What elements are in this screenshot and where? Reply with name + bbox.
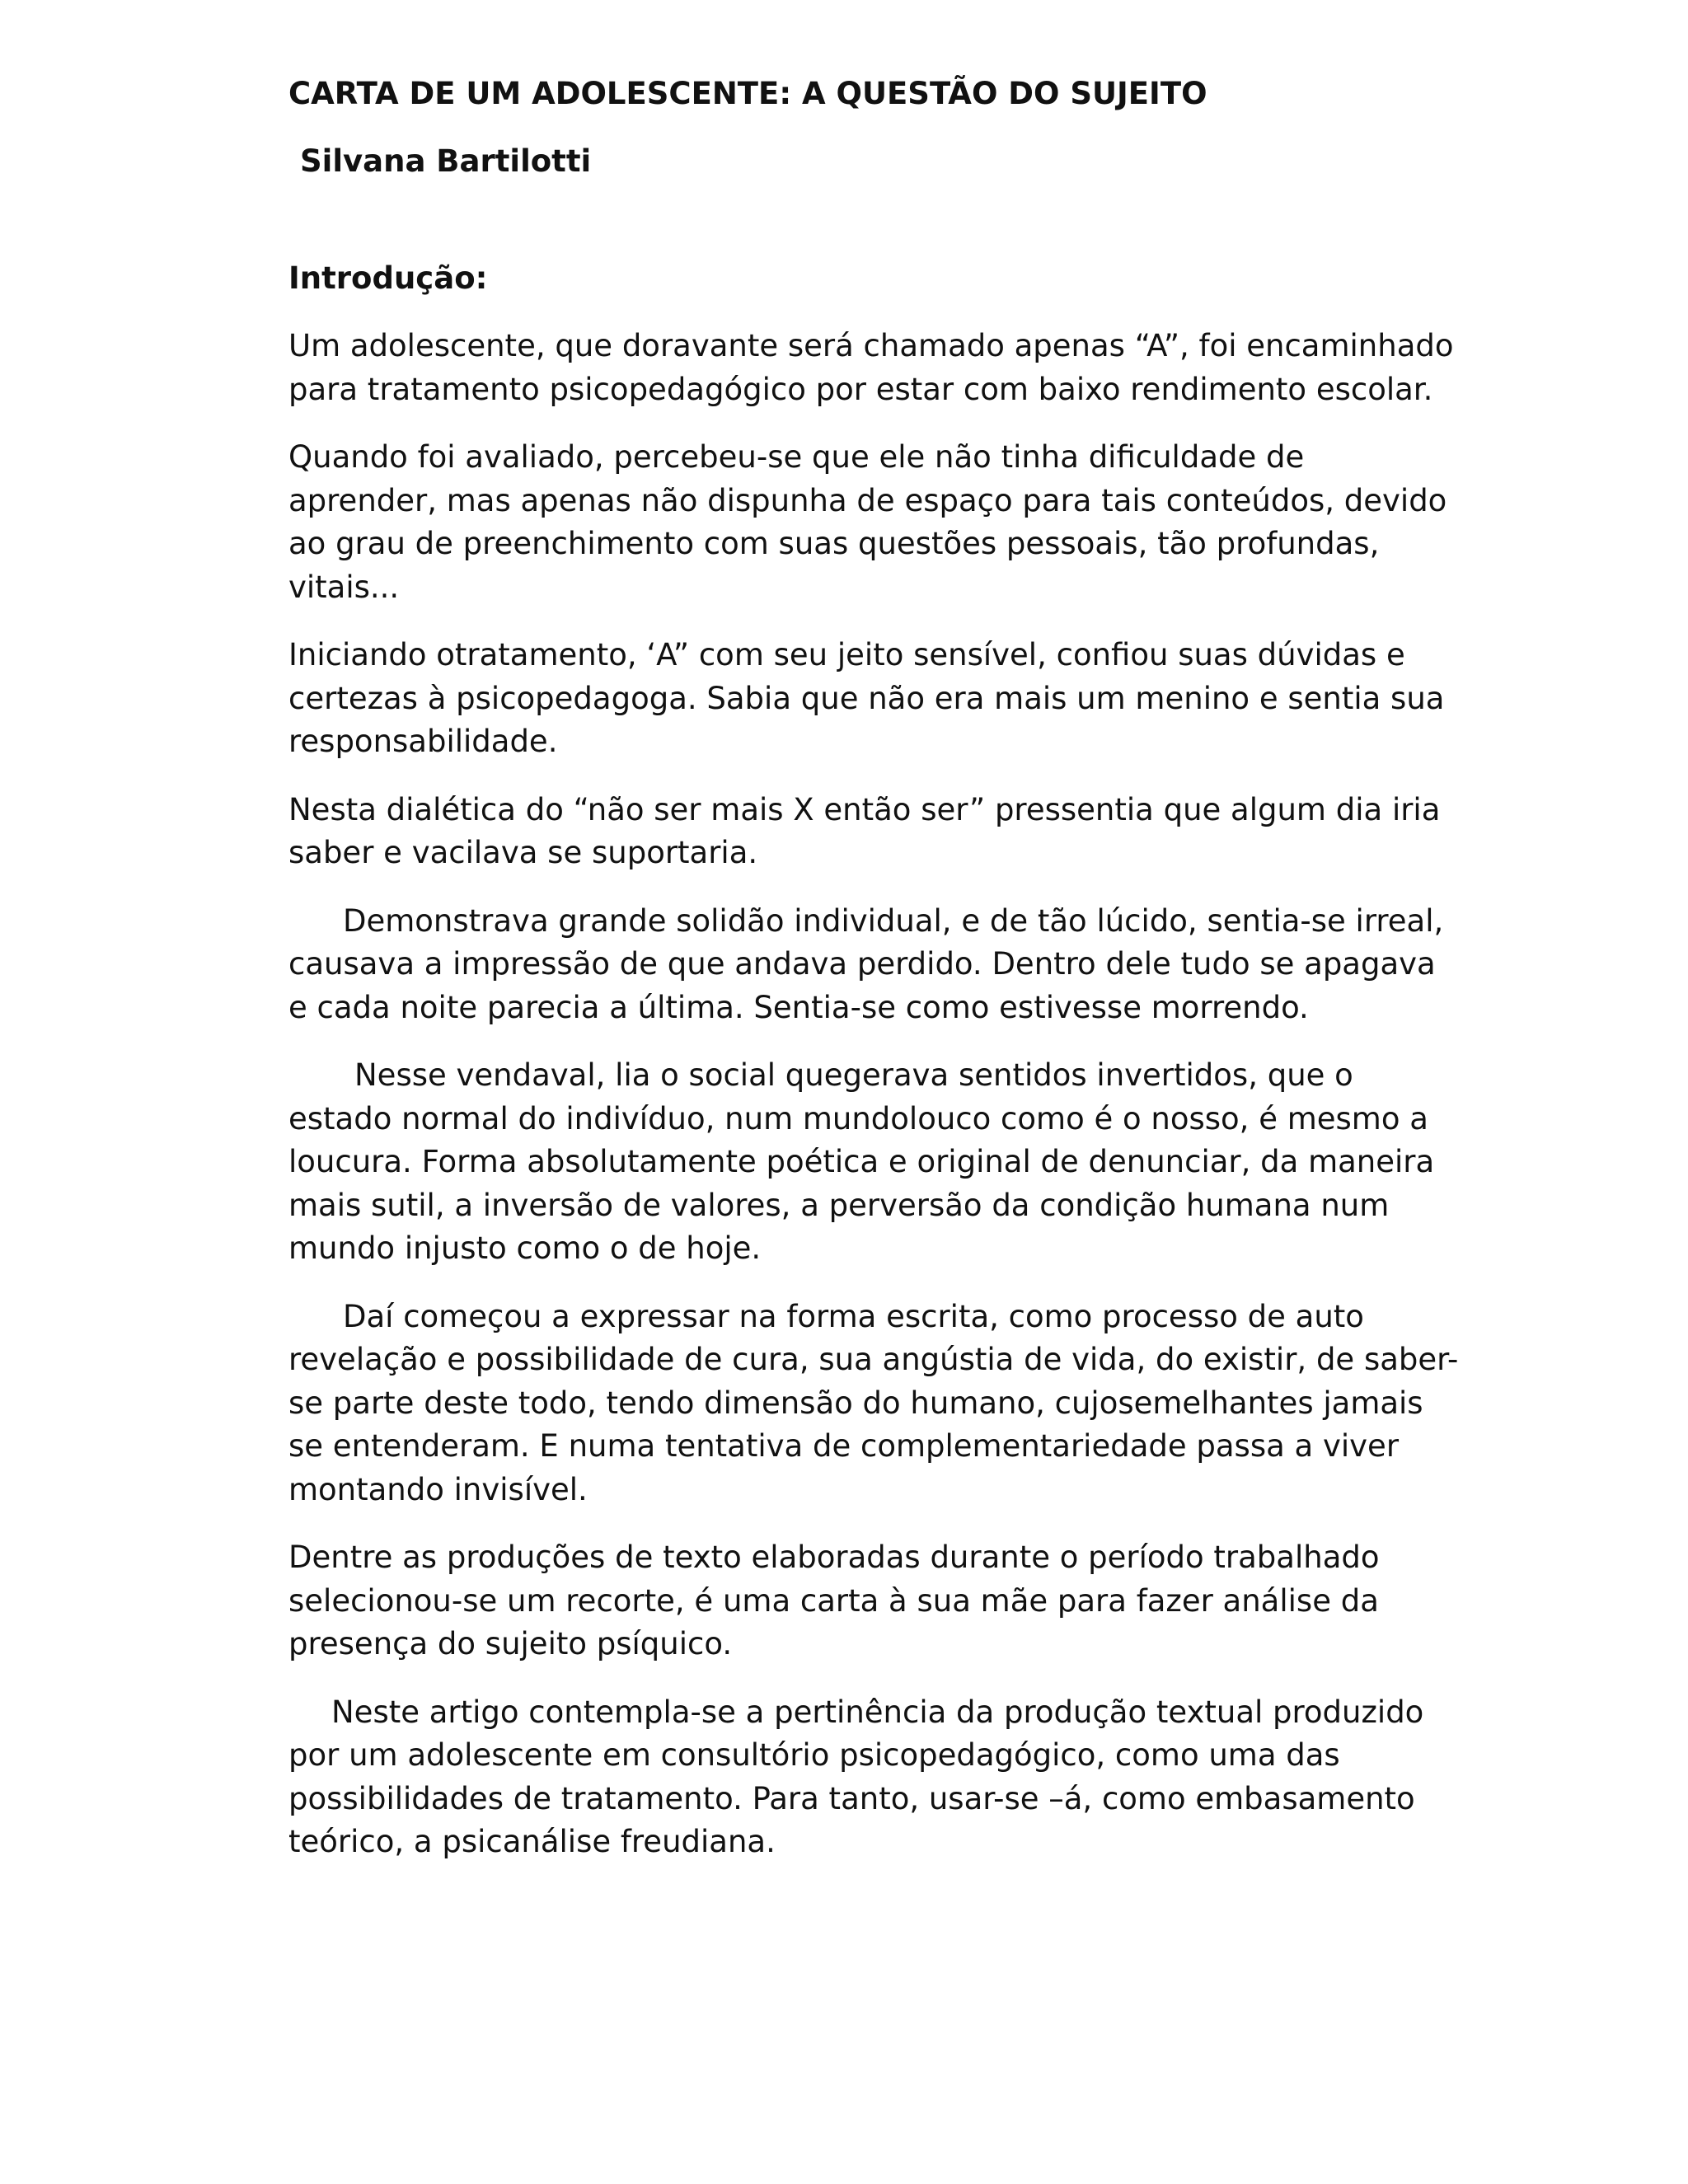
paragraph-3: Iniciando otratamento, ‘A” com seu jeito sensível, confiou suas dúvidas e certezas à psicopedagoga. Sabia que não era mais um menino e sentia sua responsabilidade. xyxy=(288,637,1445,759)
paragraph-9: Neste artigo contempla-se a pertinência da produção textual produzido por um adolescente em consultório psicopedagógico, como uma das possibilidades de tratamento. Para tanto, usar-se –á, como embasamento teórico, a psicanálise freudiana. xyxy=(288,1694,1424,1859)
document-page xyxy=(288,73,1459,1889)
section-heading: Introdução: xyxy=(288,260,488,296)
author-name: Silvana Bartilotti xyxy=(300,143,592,179)
document-title: CARTA DE UM ADOLESCENTE: A QUESTÃO DO SUJEITO xyxy=(288,76,1207,111)
paragraph-2: Quando foi avaliado, percebeu-se que ele não tinha dificuldade de aprender, mas apenas não dispunha de espaço para tais conteúdos, devido ao grau de preenchimento com suas questões pessoais, tão profundas, vitais... xyxy=(288,439,1447,605)
paragraph-7: Daí começou a expressar na forma escrita, como processo de auto revelação e possibilidade de cura, sua angústia de vida, do existir, de saber-se parte deste todo, tendo dimensão do humano, cujosemelhantes jamais se entenderam. E numa tentativa de complementariedade passa a viver montando invisível. xyxy=(288,1298,1459,1507)
paragraph-5: Demonstrava grande solidão individual, e de tão lúcido, sentia-se irreal, causava a impressão de que andava perdido. Dentro dele tudo se apagava e cada noite parecia a última. Sentia-se como estivesse morrendo. xyxy=(288,902,1444,1025)
paragraph-6: Nesse vendaval, lia o social quegerava sentidos invertidos, que o estado normal do indivíduo, num mundolouco como é o nosso, é mesmo a loucura. Forma absolutamente poética e original de denunciar, da maneira mais sutil, a inversão de valores, a perversão da condição humana num mundo injusto como o de hoje. xyxy=(288,1057,1435,1266)
paragraph-4: Nesta dialética do “não ser mais X então ser” pressentia que algum dia iria saber e vacilava se suportaria. xyxy=(288,791,1441,870)
paragraph-8: Dentre as produções de texto elaboradas durante o período trabalhado selecionou-se um recorte, é uma carta à sua mãe para fazer análise da presença do sujeito psíquico. xyxy=(288,1540,1380,1661)
paragraph-1: Um adolescente, que doravante será chamado apenas “A”, foi encaminhado para tratamento psicopedagógico por estar com baixo rendimento escolar. xyxy=(288,328,1454,407)
